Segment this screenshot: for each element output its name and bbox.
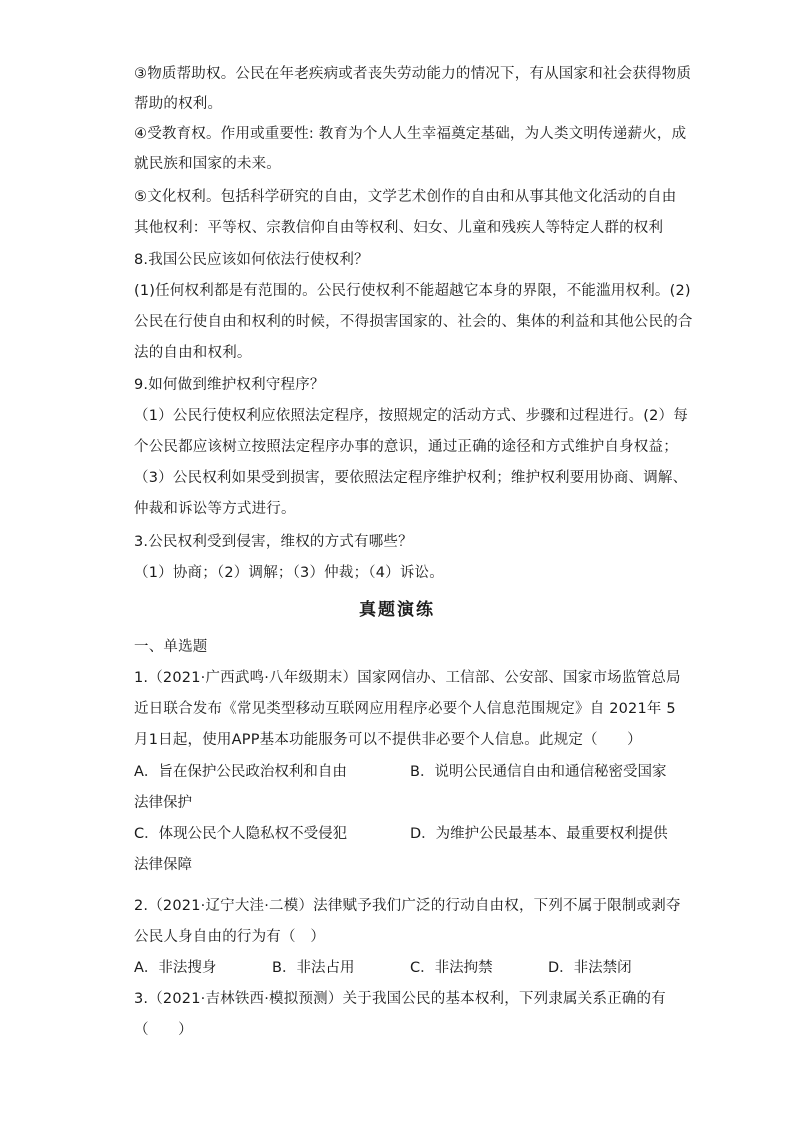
text-line: ③物质帮助权。公民在年老疾病或者丧失劳动能力的情况下，有从国家和社会获得物质 xyxy=(134,66,692,82)
text-line: 帮助的权利。 xyxy=(134,96,223,112)
option-d-continued: 法律保障 xyxy=(134,857,192,873)
text-line: 其他权利：平等权、宗教信仰自由等权利、妇女、儿童和残疾人等特定人群的权利 xyxy=(134,220,664,236)
text-line: 个公民都应该树立按照法定程序办事的意识，通过正确的途径和方式维护自身权益； xyxy=(134,439,678,455)
option-b: B．说明公民通信自由和通信秘密受国家 xyxy=(410,764,667,780)
question-stem: 公民人身自由的行为有（ ） xyxy=(134,929,326,945)
question-stem: （ ） xyxy=(134,1022,193,1038)
question-heading: 9.如何做到维护权利守程序？ xyxy=(134,377,325,393)
question-heading: 3.公民权利受到侵害，维权的方式有哪些？ xyxy=(134,534,413,550)
option-b-continued: 法律保护 xyxy=(134,795,192,811)
text-line: 法的自由和权利。 xyxy=(134,345,252,361)
question-stem: 3.（2021·吉林铁西·模拟预测）关于我国公民的基本权利，下列隶属关系正确的有 xyxy=(134,991,666,1007)
option-c: C．体现公民个人隐私权不受侵犯 xyxy=(134,826,348,842)
text-line: （3）公民权利如果受到损害，要依照法定程序维护权利；维护权利要用协商、调解、 xyxy=(134,470,688,486)
text-line: （1）协商；（2）调解；（3）仲裁；（4）诉讼。 xyxy=(134,565,444,581)
option-b: B．非法占用 xyxy=(272,960,355,976)
question-stem: 1.（2021·广西武鸣·八年级期末）国家网信办、工信部、公安部、国家市场监管总局 xyxy=(134,670,681,686)
option-a: A．非法搜身 xyxy=(134,960,217,976)
section-title: 真题演练 xyxy=(359,600,435,620)
text-line: （1）公民行使权利应依照法定程序，按照规定的活动方式、步骤和过程进行。(2）每 xyxy=(134,408,688,424)
option-c: C．非法拘禁 xyxy=(410,960,493,976)
option-a: A．旨在保护公民政治权利和自由 xyxy=(134,764,347,780)
question-stem: 2.（2021·辽宁大洼·二模）法律赋予我们广泛的行动自由权，下列不属于限制或剥夺 xyxy=(134,898,681,914)
option-d: D．为维护公民最基本、最重要权利提供 xyxy=(410,826,668,842)
question-stem: 月1日起，使用APP基本功能服务可以不提供非必要个人信息。此规定（ ） xyxy=(134,732,642,748)
part-title: 一、单选题 xyxy=(134,639,208,655)
text-line: ④受教育权。作用或重要性: 教育为个人人生幸福奠定基础，为人类文明传递薪火，成 xyxy=(134,126,687,142)
option-d: D．非法禁闭 xyxy=(548,960,632,976)
text-line: ⑤文化权利。包括科学研究的自由，文学艺术创作的自由和从事其他文化活动的自由 xyxy=(134,189,677,205)
text-line: 仲裁和诉讼等方式进行。 xyxy=(134,501,296,517)
question-stem: 近日联合发布《常见类型移动互联网应用程序必要个人信息范围规定》自 2021年 5 xyxy=(134,701,676,717)
text-line: 公民在行使自由和权利的时候，不得损害国家的、社会的、集体的利益和其他公民的合 xyxy=(134,314,693,330)
question-heading: 8.我国公民应该如何依法行使权利？ xyxy=(134,252,369,268)
text-line: (1)任何权利都是有范围的。公民行使权利不能超越它本身的界限，不能滥用权利。(2) xyxy=(134,283,691,299)
text-line: 就民族和国家的未来。 xyxy=(134,156,281,172)
